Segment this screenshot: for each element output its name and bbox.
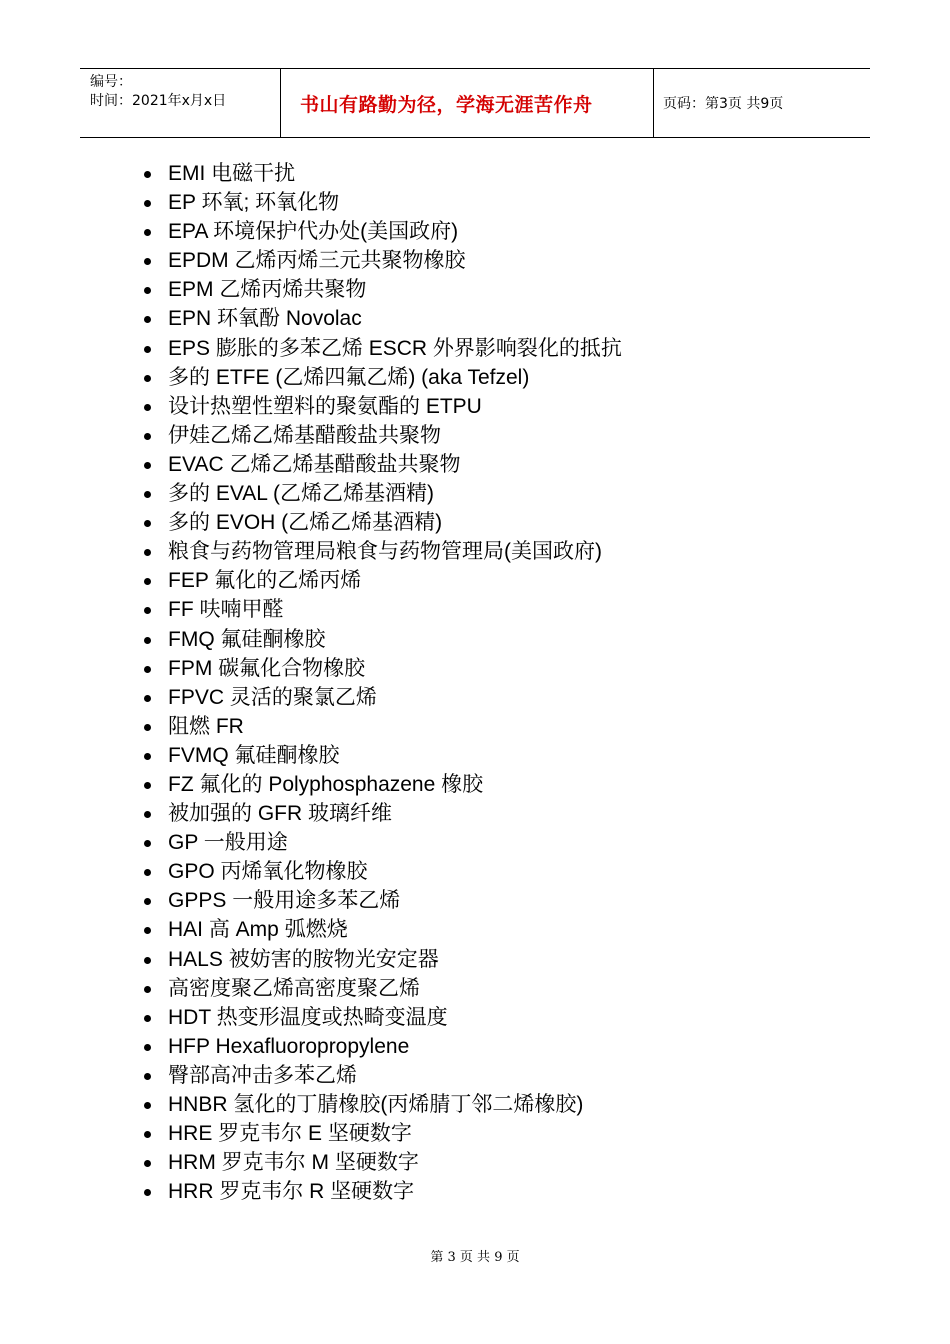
document-header [80, 68, 870, 138]
list-item-text: HRM 罗克韦尔 M 坚硬数字 [168, 1151, 419, 1175]
bullet-icon [144, 375, 151, 382]
list-item [140, 188, 622, 217]
term-list [140, 159, 622, 1206]
list-item-text: HRR 罗克韦尔 R 坚硬数字 [168, 1180, 415, 1204]
list-item-text: HFP Hexafluoropropylene [168, 1034, 410, 1058]
bullet-icon [144, 462, 151, 469]
bullet-icon [144, 1044, 151, 1051]
list-item-text: 高密度聚乙烯高密度聚乙烯 [168, 976, 420, 1000]
list-item-text: EMI 电磁干扰 [168, 162, 296, 185]
bullet-icon [144, 724, 151, 731]
motto-text: 书山有路勤为径，学海无涯苦作舟 [300, 93, 593, 116]
list-item-text: GPO 丙烯氧化物橡胶 [168, 860, 368, 884]
page-info: 页码：第3页 共9页 [663, 96, 784, 112]
list-item [140, 915, 622, 944]
bullet-icon [144, 898, 151, 905]
list-item [140, 1090, 622, 1119]
list-item-text: FPM 碳氟化合物橡胶 [168, 656, 366, 680]
list-item [140, 508, 622, 537]
list-item-text: 粮食与药物管理局粮食与药物管理局(美国政府) [168, 540, 602, 564]
list-item-text: EPDM 乙烯丙烯三元共聚物橡胶 [168, 249, 466, 273]
list-item-text: 多的 EVOH (乙烯乙烯基酒精) [168, 511, 443, 535]
list-item [140, 566, 622, 595]
bullet-icon [144, 491, 151, 498]
list-item [140, 537, 622, 566]
list-item [140, 1061, 622, 1090]
bullet-icon [144, 782, 151, 789]
page-info-cell [654, 69, 870, 137]
bullet-icon [144, 1160, 151, 1167]
list-item [140, 217, 622, 246]
list-item [140, 799, 622, 828]
list-item [140, 334, 622, 363]
bullet-icon [144, 869, 151, 876]
page-footer: 第 3 页 共 9 页 [430, 1250, 520, 1265]
list-item-text: FVMQ 氟硅酮橡胶 [168, 743, 340, 767]
list-item [140, 1032, 622, 1061]
bullet-icon [144, 695, 151, 702]
list-item-text: EPA 环境保护代办处(美国政府) [168, 220, 459, 244]
bullet-icon [144, 607, 151, 614]
code-label: 编号： [90, 74, 132, 90]
list-item-text: 被加强的 GFR 玻璃纤维 [168, 802, 392, 826]
list-item [140, 828, 622, 857]
bullet-icon [144, 520, 151, 527]
list-item-text: FPVC 灵活的聚氯乙烯 [168, 685, 377, 709]
bullet-icon [144, 753, 151, 760]
list-item [140, 1177, 622, 1206]
list-item [140, 770, 622, 799]
bullet-icon [144, 578, 151, 585]
bullet-icon [144, 927, 151, 934]
bullet-icon [144, 346, 151, 353]
list-item-text: GP 一般用途 [168, 831, 288, 855]
bullet-icon [144, 986, 151, 993]
header-meta [80, 69, 281, 137]
bullet-icon [144, 258, 151, 265]
list-item [140, 392, 622, 421]
list-item [140, 421, 622, 450]
bullet-icon [144, 316, 151, 323]
list-item [140, 654, 622, 683]
bullet-icon [144, 1073, 151, 1080]
list-item-text: 臀部高冲击多苯乙烯 [168, 1063, 357, 1087]
list-item-text: EPN 环氧酚 Novolac [168, 307, 362, 331]
bullet-icon [144, 171, 151, 178]
bullet-icon [144, 1131, 151, 1138]
list-item [140, 625, 622, 654]
list-item-text: FF 呋喃甲醛 [168, 598, 284, 622]
list-item [140, 974, 622, 1003]
list-item [140, 857, 622, 886]
list-item-text: 多的 EVAL (乙烯乙烯基酒精) [168, 482, 435, 506]
time-label: 时间：2021年x月x日 [90, 93, 227, 109]
bullet-icon [144, 1102, 151, 1109]
list-item-text: EPM 乙烯丙烯共聚物 [168, 278, 367, 302]
list-item [140, 712, 622, 741]
list-item-text: FZ 氟化的 Polyphosphazene 橡胶 [168, 772, 484, 796]
list-item [140, 275, 622, 304]
bullet-icon [144, 811, 151, 818]
list-item [140, 1148, 622, 1177]
list-item [140, 886, 622, 915]
list-item-text: 阻燃 FR [168, 714, 244, 738]
list-item-text: HNBR 氢化的丁腈橡胶(丙烯腈丁邻二烯橡胶) [168, 1093, 584, 1116]
list-item [140, 450, 622, 479]
bullet-icon [144, 1189, 151, 1196]
list-item [140, 304, 622, 333]
list-item-text: 多的 ETFE (乙烯四氟乙烯) (aka Tefzel) [168, 365, 530, 389]
list-item-text: EVAC 乙烯乙烯基醋酸盐共聚物 [168, 452, 461, 476]
bullet-icon [144, 287, 151, 294]
list-item-text: 设计热塑性塑料的聚氨酯的 ETPU [168, 394, 482, 418]
list-item-text: GPPS 一般用途多苯乙烯 [168, 889, 401, 913]
bullet-icon [144, 404, 151, 411]
list-item-text: FEP 氟化的乙烯丙烯 [168, 569, 362, 593]
list-item [140, 595, 622, 624]
bullet-icon [144, 433, 151, 440]
list-item-text: 伊娃乙烯乙烯基醋酸盐共聚物 [168, 423, 441, 447]
list-item [140, 741, 622, 770]
bullet-icon [144, 637, 151, 644]
motto-cell [281, 69, 654, 137]
list-item-text: HALS 被妨害的胺物光安定器 [168, 947, 439, 971]
list-item [140, 1119, 622, 1148]
bullet-icon [144, 840, 151, 847]
list-item [140, 479, 622, 508]
bullet-icon [144, 957, 151, 964]
list-item-text: FMQ 氟硅酮橡胶 [168, 627, 326, 651]
list-item-text: HRE 罗克韦尔 E 坚硬数字 [168, 1122, 412, 1146]
list-item-text: EPS 膨胀的多苯乙烯 ESCR 外界影响裂化的抵抗 [168, 336, 622, 360]
bullet-icon [144, 200, 151, 207]
bullet-icon [144, 1015, 151, 1022]
bullet-icon [144, 549, 151, 556]
bullet-icon [144, 666, 151, 673]
list-item-text: EP 环氧; 环氧化物 [168, 191, 340, 215]
list-item [140, 683, 622, 712]
list-item [140, 159, 622, 188]
list-item [140, 363, 622, 392]
list-item-text: HAI 高 Amp 弧燃烧 [168, 918, 348, 942]
list-item [140, 1003, 622, 1032]
list-item-text: HDT 热变形温度或热畸变温度 [168, 1005, 448, 1029]
list-item [140, 945, 622, 974]
bullet-icon [144, 229, 151, 236]
list-item [140, 246, 622, 275]
